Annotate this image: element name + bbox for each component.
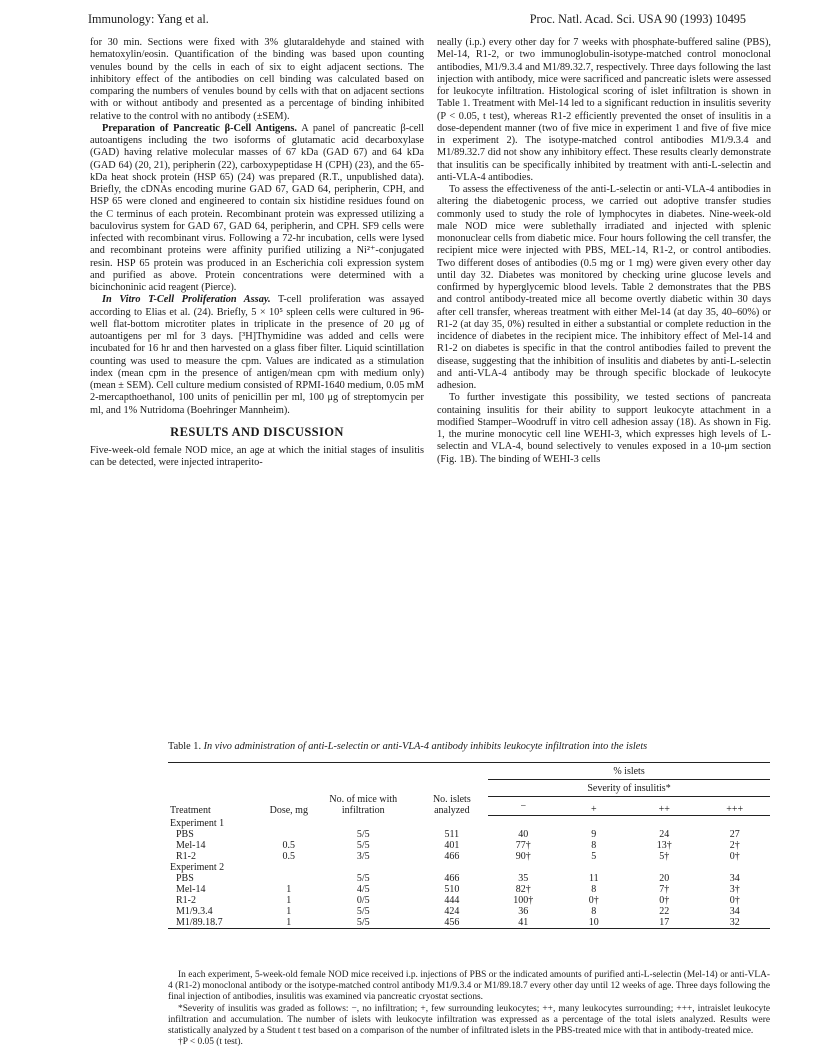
paragraph-text: T-cell proliferation was assayed according to Elias et al. (24). Briefly, 5 × 10⁵ spleen cells were cultured in 96-well flat-bottom microtiter plates in triplicate in the presence of 20 μg of autoantigens per ml for 3 days. [³H]Thymidine was added and cells were incubated for 16 hr and then harvested on a glass fiber filter. Liquid scintillation counting was used to measure the cpm. Values are indicated as a stimulation index (mean cpm in the presence of antigen/mean cpm with medium only) (mean ± SEM). Cell culture medium consisted of RPMI-1640 medium, 0.05 mM 2-mercapthoethanol, 100 units of penicillin per ml, 100 μg of streptomycin per ml, and 1% Nutridoma (Boehringer Mannheim). (90, 294, 424, 416)
right-column (437, 37, 771, 466)
table-row (168, 829, 770, 840)
cell-sev-none: 77† (515, 840, 531, 851)
table-row (168, 906, 770, 917)
cell-sev-intra: 2† (729, 840, 740, 851)
cell-islets: 401 (444, 840, 460, 851)
experiment-label: Experiment 1 (170, 818, 225, 829)
cell-sev-many: 13† (656, 840, 672, 851)
cell-sev-many: 0† (659, 895, 670, 906)
table-footnotes (168, 970, 770, 1048)
table-row (168, 873, 770, 884)
header-sev-intra: +++ (699, 797, 770, 816)
experiment-1-rows (168, 829, 770, 862)
cell-treatment: M1/9.3.4 (176, 906, 213, 917)
cell-dose (267, 829, 311, 840)
cell-mice: 0/5 (356, 895, 370, 906)
cell-sev-intra: 27 (729, 829, 740, 840)
cell-dose: 0.5 (282, 851, 296, 862)
left-column (90, 37, 424, 470)
paragraph: Five-week-old female NOD mice, an age at which the initial stages of insulitis can be detected, were injected intraperito- (90, 445, 424, 469)
cell-sev-many: 7† (659, 884, 670, 895)
cell-treatment: R1-2 (176, 895, 196, 906)
table-row (168, 851, 770, 862)
cell-sev-few: 11 (588, 873, 599, 884)
cell-islets: 456 (444, 917, 460, 928)
cell-dose: 0.5 (282, 840, 296, 851)
header-severity: Severity of insulitis* (488, 780, 770, 797)
cell-sev-intra: 34 (729, 906, 740, 917)
cell-mice: 3/5 (356, 851, 370, 862)
footnote: †P < 0.05 (t test). (178, 1037, 243, 1048)
paragraph-text: A panel of pancreatic β-cell autoantigens including the two isoforms of glutamatic acid decarboxylase (GAD) having relative molecular masses of 67 kDa (GAD 67) and 64 kDa (GAD 64) (20, 21), peripherin (22), carboxypeptidase H (CPH) (23), and the 65-kDa heat shock protein (HSP 65) (24) was prepared (R.T., unpublished data). Briefly, the cDNAs encoding murine GAD 67, GAD 64, peripherin, CPH, and HSP 65 were cloned and engineered to contain six histidine residues found on the C terminus of each protein. Recombinant protein was expressed utilizing a baculovirus system for GAD 67, GAD 64, peripherin, and CPH. SF9 cells were infected with recombinant virus. Following a 72-hr incubation, cells were lysed and recombinant proteins were affinity purified utilizing a Ni²⁺-conjugated resin. HSP 65 protein was produced in an Escherichia coli expression system and purified as above. Protein concentrations were determined with a bicinchoninic acid reagent (Pierce). (90, 122, 424, 293)
cell-sev-none: 90† (515, 851, 531, 862)
cell-sev-many: 24 (659, 829, 670, 840)
header-islets: No. islets analyzed (416, 763, 488, 816)
cell-sev-none: 40 (518, 829, 529, 840)
cell-sev-intra: 3† (729, 884, 740, 895)
cell-islets: 444 (444, 895, 460, 906)
table-row (168, 840, 770, 851)
cell-treatment: PBS (176, 829, 194, 840)
cell-sev-none: 100† (513, 895, 534, 906)
cell-sev-few: 9 (591, 829, 597, 840)
cell-sev-many: 17 (659, 917, 670, 928)
table-title: In vivo administration of anti-L-selectin or anti-VLA-4 antibody inhibits leukocyte infiltration into the islets (203, 741, 648, 752)
experiment-label: Experiment 2 (170, 862, 225, 873)
cell-dose: 1 (286, 895, 292, 906)
cell-mice: 5/5 (356, 906, 370, 917)
cell-islets: 510 (444, 884, 460, 895)
running-head-right: Proc. Natl. Acad. Sci. USA 90 (1993) 10495 (529, 12, 746, 26)
cell-dose: 1 (286, 884, 292, 895)
paragraph: To assess the effectiveness of the anti-L-selectin or anti-VLA-4 antibodies in altering the diabetogenic process, we carried out adoptive transfer studies commonly used to study the role of lymphocytes in diabetes. Nine-week-old male NOD mice were sublethally irradiated and injected with splenic mononuclear cells from diabetic mice. Four hours following the cell transfer, the recipient mice were injected with PBS, MEL-14, R1-2, or control antibodies. Two different doses of antibodies (0.5 mg or 1 mg) were given every other day until day 32. Diabetes was monitored by checking urine glucose levels and confirmed by hyperglycemic blood levels. Table 2 demonstrates that the PBS and control antibody-treated mice all become overtly diabetic within 30 days after cell transfer, whereas treatment with either Mel-14 (at day 35, 40–60%) or R1-2 (at day 35, 0%) resulted in either a substantial or complete reduction in the incidence of diabetes in the recipient mice. The inhibitory effect of Mel-14 and R1-2 on diabetes is specific in that the control antibodies failed to prevent the disease, suggesting that the inhibition of insulitis and diabetes by anti-L-selectin and anti-VLA-4 antibody may be through specific blockade of leukocyte adhesion. (437, 184, 771, 391)
cell-mice: 5/5 (356, 829, 370, 840)
cell-sev-intra: 34 (729, 873, 740, 884)
cell-sev-many: 20 (659, 873, 670, 884)
cell-treatment: PBS (176, 873, 194, 884)
cell-islets: 466 (444, 873, 460, 884)
cell-mice: 5/5 (356, 873, 370, 884)
header-mice: No. of mice with infiltration (311, 763, 416, 816)
header-pct-islets: % islets (488, 763, 770, 780)
cell-sev-intra: 0† (729, 851, 740, 862)
paragraph: To further investigate this possibility, we tested sections of pancreata containing insulitis for their ability to support leukocyte attachment in a modified Stamper–Woodruff in vitro cell adhesion assay (18). As shown in Fig. 1, the murine monocytic cell line WEHI-3, which expresses high levels of L-selectin and VLA-4, bound selectively to venules exposed in a 10-μm section (Fig. 1B). The binding of WEHI-3 cells (437, 392, 771, 465)
cell-sev-none: 41 (518, 917, 529, 928)
header-sev-none: − (488, 797, 558, 816)
table-row (168, 884, 770, 895)
paragraph: neally (i.p.) every other day for 7 weeks with phosphate-buffered saline (PBS), Mel-14, R1-2, or two immunoglobulin-isotype-matched control monoclonal antibodies, M1/9.3.4 and M1/89.32.7, respectively. Three days following the last injection with antibody, mice were sacrificed and pancreatic islets were assessed for leukocyte infiltration. Histological scoring of islet infiltration is shown in Table 1. Treatment with Mel-14 led to a significant reduction in insulitis severity (P < 0.05, t test), whereas R1-2 efficiently prevented the onset of insulitis in a dose-dependent manner (two of five mice in experiment 1 and five of five mice in experiment 2). The isotype-matched control antibodies M1/9.3.4 and M1/89.32.7 did not show any inhibitory effect. These results clearly demonstrate that insulitis can be specifically inhibited by treatment with anti-L-selectin and anti-VLA-4 antibodies. (437, 37, 771, 183)
paragraph (90, 123, 424, 295)
experiment-2-rows (168, 873, 770, 929)
cell-sev-few: 8 (591, 906, 597, 917)
cell-sev-few: 10 (588, 917, 599, 928)
table-row (168, 917, 770, 929)
header-sev-many: ++ (629, 797, 699, 816)
cell-islets: 466 (444, 851, 460, 862)
footnote: *Severity of insulitis was graded as follows: −, no infiltration; +, few surrounding leukocytes; ++, many leukocytes surrounding; +++, intraislet leukocyte infiltration and accumulation. The number of islets with leukocyte infiltration was expressed as a percentage of the total islets analyzed. Results were statistically analyzed by a Student t test based on a comparison of the number of infiltrated islets in the PBS-treated mice with that in antibody-treated mice. (168, 1003, 770, 1037)
cell-dose: 1 (286, 906, 292, 917)
cell-islets: 511 (444, 829, 460, 840)
cell-sev-intra: 32 (729, 917, 740, 928)
cell-mice: 5/5 (356, 917, 370, 928)
cell-mice: 5/5 (356, 840, 370, 851)
cell-sev-few: 0† (588, 895, 599, 906)
cell-sev-intra: 0† (729, 895, 740, 906)
cell-dose: 1 (286, 917, 292, 928)
cell-sev-many: 22 (659, 906, 670, 917)
cell-sev-none: 35 (518, 873, 529, 884)
cell-treatment: M1/89.18.7 (176, 917, 223, 928)
cell-sev-few: 8 (591, 884, 597, 895)
cell-treatment: Mel-14 (176, 884, 206, 895)
cell-sev-few: 5 (591, 851, 597, 862)
footnote: In each experiment, 5-week-old female NOD mice received i.p. injections of PBS or the indicated amounts of purified anti-L-selectin (Mel-14) or anti-VLA-4 (R1-2) monoclonal antibody or the isotype-matched control antibody M1/9.3.4 or M1/89.18.7 every other day until 12 weeks of age. Three days following the final injection of antibodies, insulitis was examined via pancreatic cryostat sections. (168, 970, 770, 1003)
header-treatment: Treatment (168, 763, 267, 816)
subsection-title: Preparation of Pancreatic β-Cell Antigens. (102, 122, 297, 134)
cell-sev-none: 82† (515, 884, 531, 895)
paragraph (90, 294, 424, 417)
cell-treatment: Mel-14 (176, 840, 206, 851)
cell-islets: 424 (444, 906, 460, 917)
table-caption (168, 741, 768, 753)
cell-dose (267, 873, 311, 884)
table-row (168, 895, 770, 906)
cell-sev-none: 36 (518, 906, 529, 917)
cell-sev-many: 5† (659, 851, 670, 862)
table-label: Table 1. (168, 741, 202, 752)
cell-treatment: R1-2 (176, 851, 196, 862)
header-sev-few: + (559, 797, 629, 816)
paragraph: for 30 min. Sections were fixed with 3% glutaraldehyde and stained with hematoxylin/eosin. Quantification of the binding was based upon counting venules bound by the cells in each of six to eight adjacent sections. The inhibitory effect of the antibodies on cell binding was calculated based on comparing the numbers of venules bound by cells with that on adjacent sections with or without antibody and presented as a percentage of binding inhibited relative to the control with no antibody (±SEM). (90, 37, 424, 122)
table-1 (168, 762, 770, 932)
cell-mice: 4/5 (356, 884, 370, 895)
header-dose: Dose, mg (267, 763, 311, 816)
section-heading: RESULTS AND DISCUSSION (170, 424, 344, 439)
cell-sev-few: 8 (591, 840, 597, 851)
running-head-left: Immunology: Yang et al. (88, 12, 209, 26)
subsection-title: In Vitro T-Cell Proliferation Assay. (102, 294, 271, 306)
page-header (88, 12, 746, 30)
